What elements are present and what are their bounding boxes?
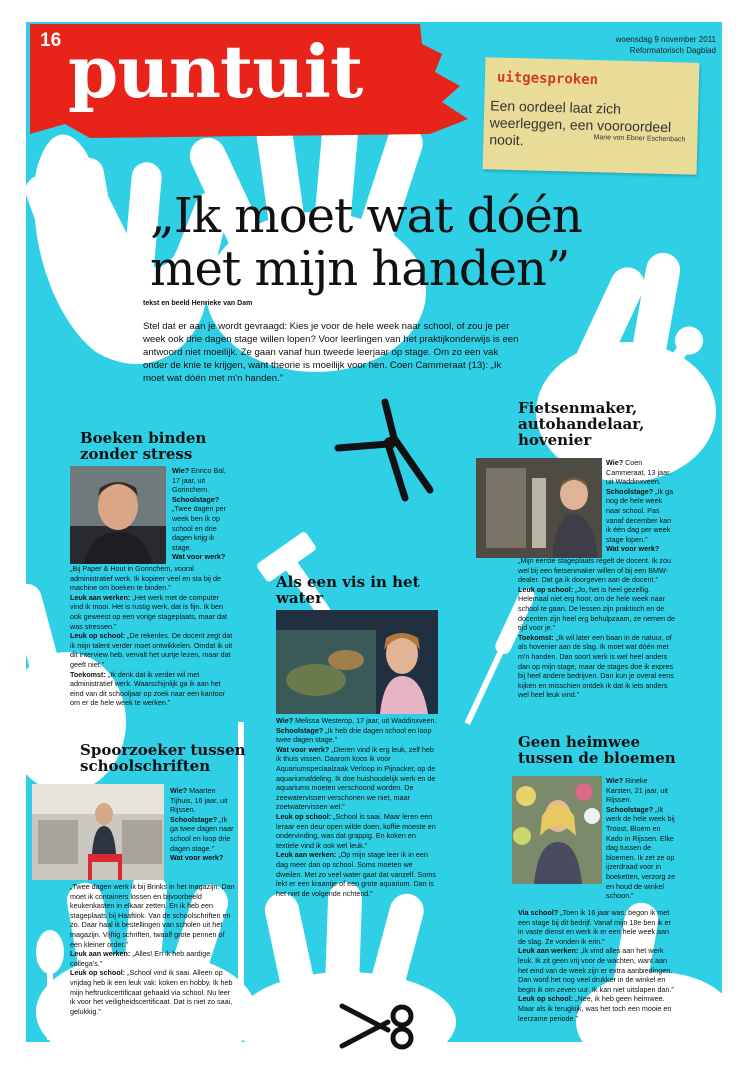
photo-maarten: [32, 784, 164, 880]
label-who: Wie?: [170, 786, 188, 795]
maarten-stage: „Ik ga twee dagen naar school en loop drie dagen stage.”: [170, 814, 234, 853]
enrico-work: „Bij Paper & Hout in Gorinchem, vooral administratief werk. Ik kopieer veel en sta bij de machine om boeken te binden.”: [70, 564, 222, 593]
label-work: Wat voor werk?: [172, 552, 226, 562]
rineke-via-school: „Toen ik 16 jaar was, begon ik met een stage bij dit bedrijf. Vanaf mijn 18e ben ik er in vaste dienst en werk ik er een hele week aan de slag. Ze vonden ik erin.”: [518, 908, 671, 946]
newspaper-name: Reformatorisch Dagblad: [629, 46, 716, 55]
enrico-fun-school: „De rekenles. De docent zegt dat ik mijn talent verder moet ontwikkelen. Omdat ik uit dit interview heb, vervalt het uurtje lezen, maar dat geeft niet.”: [70, 631, 233, 669]
label-stage: Schoolstage?: [276, 725, 324, 735]
label-fun-work: Leuk aan werken:: [276, 850, 337, 860]
profile-coen-body: [518, 556, 678, 700]
profile-maarten-intro: [170, 786, 236, 863]
label-fun-work: Leuk aan werken:: [518, 946, 579, 956]
melissa-who: Melissa Westerop, 17 jaar, uit Waddinxveen.: [295, 716, 437, 725]
label-fun-school: Leuk op school:: [518, 994, 574, 1004]
pliers-icon: [330, 398, 440, 508]
rineke-fun-school: „Nee, ik heb geen heimwee. Maar als ik terugkijk, was het toch een mooie en leerzame periode.”: [518, 994, 672, 1023]
profile-maarten-body: [70, 882, 236, 1016]
label-fun-work: Leuk aan werken:: [70, 592, 131, 602]
label-stage: Schoolstage?: [170, 814, 218, 824]
label-who: Wie?: [606, 458, 624, 467]
page-number: 16: [40, 30, 62, 51]
coen-stage: „Ik ga nog de hele week naar school. Pas vanaf december kan ik één dag per week stage lopen.”: [606, 486, 674, 544]
section-title-boeken-binden: Boeken binden zonder stress: [80, 429, 207, 463]
label-who: Wie?: [172, 466, 190, 475]
melissa-fun-work: „Op mijn stage leer ik in een dag meer dan op school. Soms moeten we dweilen. Met zo veel water gaat dat vanzelf. Soms lekt er een kraantje of een grote aquarium. Dan is het niet de volgende richtend.”: [276, 850, 436, 898]
profile-coen-intro: [606, 458, 676, 554]
label-stage: Schoolstage?: [172, 494, 220, 504]
enrico-stage: „Twee dagen per week ben ik op school en drie dagen krijg ik stage.: [172, 504, 226, 552]
maarten-fun-work: „Alles! En ik heb aardige collega's.”: [70, 949, 211, 968]
profile-rineke-body: [518, 908, 678, 1023]
headline-line-1: „Ik moet wat dóén: [150, 188, 582, 244]
profile-rineke-intro: [606, 776, 676, 901]
rineke-stage: „Ik werk de hele week bij Troost, Bloem en Kado in Rijssen. Elke dag tussen de bloemen. Ik zet ze op ijzerdraad voor in boeketten, verzorg ze en houd de winkel schoon.”: [606, 804, 676, 901]
label-fun-school: Leuk op school:: [276, 811, 332, 821]
melissa-stage: „Ik heb drie dagen school en loop twee dagen stage.”: [276, 725, 432, 745]
enrico-who: Enrico Bal, 17 jaar, uit Gorinchem.: [172, 466, 226, 495]
maarten-who: Maarten Tijhuis, 16 jaar, uit Rijssen.: [170, 786, 228, 815]
label-future: Toekomst:: [70, 669, 106, 679]
label-fun-work: Leuk aan werken:: [70, 949, 131, 959]
photo-coen: [476, 458, 602, 558]
label-fun-school: Leuk op school:: [518, 584, 574, 594]
article-headline: [150, 190, 582, 296]
label-fun-school: Leuk op school:: [70, 968, 126, 978]
maarten-work: „Twee dagen werk ik bij Brinks in het magazijn. Dan moet ik containers lossen en bijvoorbeeld keukenkasten in elkaar zetten. En ik heb een stageplaats bij Haaftink. Van de schoolschriften en zo. Daar haal ik bestellingen van scholen uit het magazijn. Vijftig schriften, twaalf grote pennen of een kleiner order.”: [70, 882, 235, 949]
scissors-icon: [338, 1000, 418, 1050]
enrico-fun-work: „Het werk met de computer vind ik mooi. Het is rustig werk, dat is fijn. Ik ben ook geweest op een vorige stageplaats, maar dat was stressen.”: [70, 592, 228, 631]
article-intro: Stel dat er aan je wordt gevraagd: Kies je voor de hele week naar school, of zou je per week ook drie dagen stage willen lopen? Voor leerlingen van het praktijkonderwijs is een antwoord niet moeilijk. Ze gaan vanaf hun tweede leerjaar op stage. Om zo een vak onder de knie te krijgen, want theorie is moeilijk voor hen. Coen Cammeraat (13): „Ik moet wat dóén met m'n handen.”: [143, 321, 519, 384]
label-work: Wat voor werk?: [170, 853, 224, 863]
publication-date: woensdag 9 november 2011: [615, 35, 716, 44]
label-stage: Schoolstage?: [606, 804, 654, 814]
rineke-fun-work: „Ik vind alles aan het werk leuk. Ik zit geen vrij voor de wachten, want aan het eind van de week zijn er extra aanbiedingen. Dan word het nog veel drukker in de winkel en begin ik om zeven uur. Ik kan niet uitslapen dan.”: [518, 946, 674, 994]
melissa-fun-school: „School is saai. Maar leren een leraar een deur open wilde doen, koffie moeste en ondervinding, was dat grappig. En koken en textiele vind ik ook wel leuk.”: [276, 811, 436, 850]
profile-enrico-body: [70, 564, 234, 708]
enrico-future: „Ik denk dat ik verder wil met administratief werk. Waarschijnlijk ga ik aan het eind van dit schooljaar op zoek naar een kantoor om er de hele week te werken.”: [70, 669, 226, 708]
coen-fun-school: „Jo, het is heel gezellig. Helemaal niet erg hoor, om de hele week naar school te gaan. De lessen zijn praktisch en de docenten zijn heel erg behulpzaam, ze nemen de tijd voor je.”: [518, 584, 676, 633]
label-who: Wie?: [276, 716, 294, 725]
publication-info: [616, 34, 716, 56]
maarten-fun-school: „School vind ik saai. Alleen op vrijdag heb ik een leuk vak: koken en hobby. Ik heb mijn heftruckcertificaat gehaald via school. Nu leer ik voor het veiligheidscertificaat. Dat is niet zo saai, gelukkig.”: [70, 968, 233, 1016]
section-title-geen-heimwee: Geen heimwee tussen de bloemen: [518, 733, 676, 767]
quote-text: Een oordeel laat zich weerleggen, een vooroordeel nooit.: [489, 97, 672, 149]
section-title-spoorzoeker: Spoorzoeker tussen schoolschriften: [80, 741, 246, 775]
byline: tekst en beeld Henrieke van Dam: [143, 300, 253, 307]
photo-enrico: [70, 466, 166, 564]
headline-line-2: met mijn handen”: [150, 241, 570, 297]
quote-label: uitgesproken: [496, 69, 599, 89]
melissa-work: „Dieren vind ik erg leuk, zelf heb ik thuis vissen. Daarom koos ik voor Aquariumspeciaalzaak Verloop in Pijnacker, op de aquariumafdeling. Ik doe huishoudelijk werk en de aquariums moeten verschoond worden. De zeewatervissen verschonen we niet, maar zoetwatervissen wel.”: [276, 744, 436, 812]
label-fun-school: Leuk op school:: [70, 631, 126, 641]
quote-author: Marie von Ebner Eschenbach: [593, 134, 686, 144]
section-title-als-een-vis: Als een vis in het water: [276, 573, 420, 607]
label-stage: Schoolstage?: [606, 486, 654, 496]
rineke-who: Rineke Karsten, 21 jaar, uit Rijssen.: [606, 776, 668, 805]
label-future: Toekomst:: [518, 632, 554, 642]
coen-who: Coen Cammeraat, 13 jaar, uit Waddinxveen.: [606, 458, 672, 487]
quote-box: [483, 57, 700, 175]
coen-future: „Ik wil later een baan in de natuur, of als hovenier aan de slag. Ik moet wat dóén met m'n handen. Dan soort werk is wel heel anders dan op mijn stage, maar de stages doe ik expres bij heel andere bedrijven. Dan kun je overal eens kijken en misschien ontdek ik dat ik iets anders wel heel leuk vind.”: [518, 632, 674, 700]
profile-melissa-body: [276, 716, 440, 898]
label-who: Wie?: [606, 776, 624, 785]
label-work: Wat voor werk?: [606, 544, 660, 554]
label-via-school: Via school?: [518, 908, 559, 917]
photo-rineke: [512, 776, 602, 884]
section-title: puntuit: [68, 29, 363, 114]
section-title-fietsenmaker: Fietsenmaker, autohandelaar, hovenier: [518, 399, 645, 449]
profile-enrico-intro: [172, 466, 232, 562]
photo-melissa: [276, 610, 438, 714]
label-work: Wat voor werk?: [276, 744, 330, 754]
coen-work: „Mijn eerste stageplaats regelt de docent. Ik zou wel bij een fietsenmaker willen of bij een BMW-dealer. Dat ga ik doorgeven aan de docent.”: [518, 556, 672, 585]
